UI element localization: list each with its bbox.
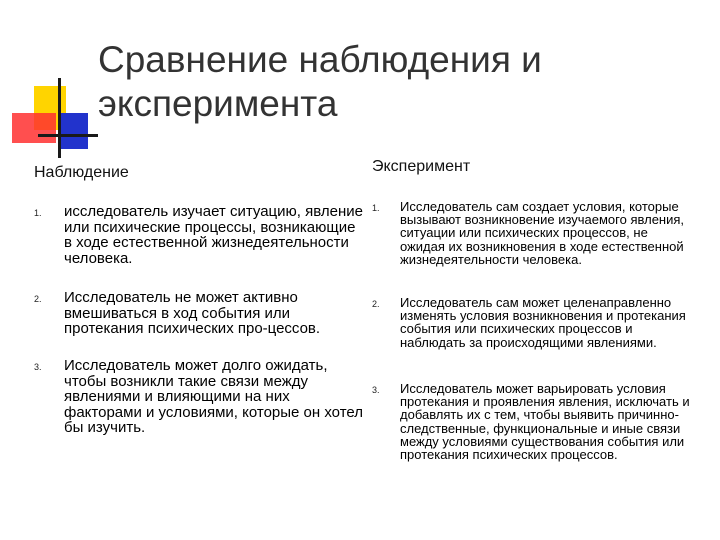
slide-title: Сравнение наблюдения и эксперимента [98,39,542,124]
list-text: Исследователь может варьировать условия протекания и проявления явления, исключать и добавлять их с тем, чтобы выявить причинно-следственные, функциональные и иные связи между условиями существования события или протекания психических процессов. [400,381,690,463]
logo-red-block [12,113,56,143]
logo-vertical-line [58,78,61,158]
list-text: Исследователь не может активно вмешиваться в ход события или протекания психических про-цессов. [64,289,321,337]
list-text: Исследователь сам создает условия, которые вызывают возникновение изучаемого явления, ситуации или психических процессов, не ожидая их возникновения в ходе естественной жизнедеятельности человека. [400,199,685,267]
list-text: Исследователь может долго ожидать, чтобы возникли такие связи между явлениями и влияющими на них факторами и условиями, которые он хотел бы изучить. [64,357,363,436]
list-text: Исследователь сам может целенаправленно изменять условия возникновения и протекания события или психических процессов и наблюдать за происходящими явлениями. [400,295,686,350]
slide: Сравнение наблюдения и эксперимента Наблюдение Эксперимент 1. исследователь изучает ситуацию, явление или психические процессы, возникающие в ходе естественной жизнедеятельности человека. 2. Исследователь не может активно вмешиваться в ход события или протекания психических про-цессов. 3. Исследователь может долго ожидать, чтобы возникли такие связи между явлениями и влияющими на них факторами и условиями, которые он хотел бы изучить. 1. Исследователь сам создает условия, которые вызывают возникновение изучаемого явления, ситуации или психических процессов, не ожидая их возникновения в ходе естественной жизнедеятельности человека. 2. Исследователь сам может целенаправленно изменять условия возникновения и протекания события или психических процессов и наблюдать за происходящими явлениями. 3. Исследователь может варьировать условия протекания и проявления явления, исключать и добавлять их с тем, чтобы выявить причинно-следственные, функциональные и иные связи между условиями существования события или протекания психических процессов. [0,0,720,540]
experiment-heading: Эксперимент [372,158,471,175]
list-text: исследователь изучает ситуацию, явление или психические процессы, возникающие в ходе естественной жизнедеятельности человека. [64,203,363,267]
observation-heading: Наблюдение [34,164,129,181]
logo-horizontal-line [38,134,98,137]
logo-blue-block [60,113,88,149]
